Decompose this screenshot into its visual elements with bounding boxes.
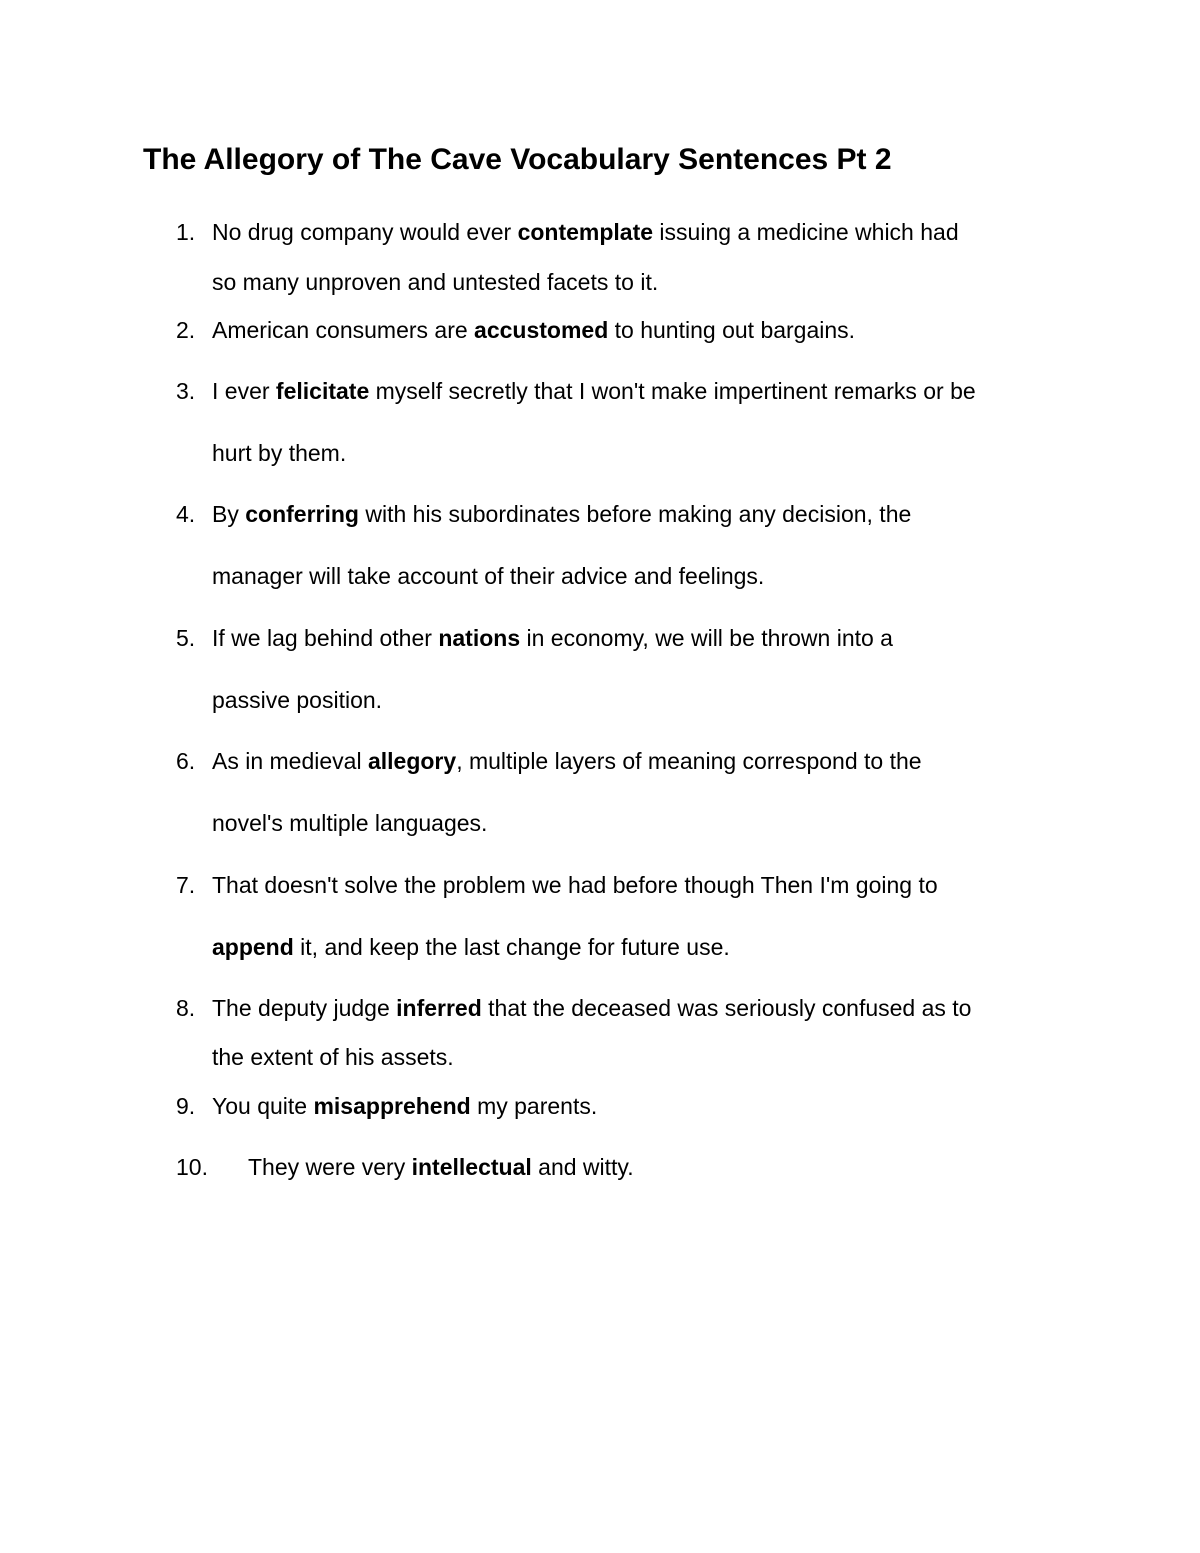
item-line: novel's multiple languages. bbox=[212, 810, 488, 836]
item-line: the extent of his assets. bbox=[212, 1044, 454, 1070]
item-line: If we lag behind other nations in economy, we will be thrown into a bbox=[212, 625, 893, 651]
vocab-word: misapprehend bbox=[313, 1093, 471, 1119]
item-line: You quite misapprehend my parents. bbox=[212, 1093, 598, 1119]
vocab-word: append bbox=[212, 934, 294, 960]
item-number: 5. bbox=[176, 625, 196, 651]
vocab-word: allegory bbox=[367, 748, 457, 774]
item-line: manager will take account of their advice and feelings. bbox=[212, 563, 765, 589]
item-line: passive position. bbox=[212, 687, 383, 713]
item-number: 9. bbox=[176, 1093, 196, 1119]
item-line: hurt by them. bbox=[212, 440, 347, 466]
vocab-word: contemplate bbox=[517, 219, 654, 245]
item-line: As in medieval allegory, multiple layers of meaning correspond to the bbox=[212, 748, 922, 774]
vocab-word: conferring bbox=[245, 501, 359, 527]
item-number: 7. bbox=[176, 872, 196, 898]
page-title: The Allegory of The Cave Vocabulary Sentences Pt 2 bbox=[143, 143, 892, 176]
item-number: 1. bbox=[176, 219, 196, 245]
item-line: No drug company would ever contemplate issuing a medicine which had bbox=[212, 219, 959, 245]
item-line: The deputy judge inferred that the deceased was seriously confused as to bbox=[212, 995, 972, 1021]
item-number: 10. bbox=[176, 1154, 208, 1180]
item-number: 4. bbox=[176, 501, 196, 527]
item-line: so many unproven and untested facets to it. bbox=[212, 269, 659, 295]
vocab-word: inferred bbox=[396, 995, 482, 1021]
item-line: I ever felicitate myself secretly that I won't make impertinent remarks or be bbox=[212, 378, 976, 404]
item-number: 2. bbox=[176, 317, 196, 343]
vocab-word: felicitate bbox=[275, 378, 370, 404]
item-line: That doesn't solve the problem we had before though Then I'm going to bbox=[212, 872, 938, 898]
item-line: By conferring with his subordinates before making any decision, the bbox=[212, 501, 912, 527]
item-number: 6. bbox=[176, 748, 196, 774]
vocab-word: intellectual bbox=[411, 1154, 532, 1180]
item-line: append it, and keep the last change for future use. bbox=[212, 934, 730, 960]
vocab-word: nations bbox=[438, 625, 521, 651]
vocab-word: accustomed bbox=[474, 317, 609, 343]
item-line: They were very intellectual and witty. bbox=[248, 1154, 634, 1180]
item-number: 8. bbox=[176, 995, 196, 1021]
item-number: 3. bbox=[176, 378, 196, 404]
item-line: American consumers are accustomed to hunting out bargains. bbox=[212, 317, 856, 343]
